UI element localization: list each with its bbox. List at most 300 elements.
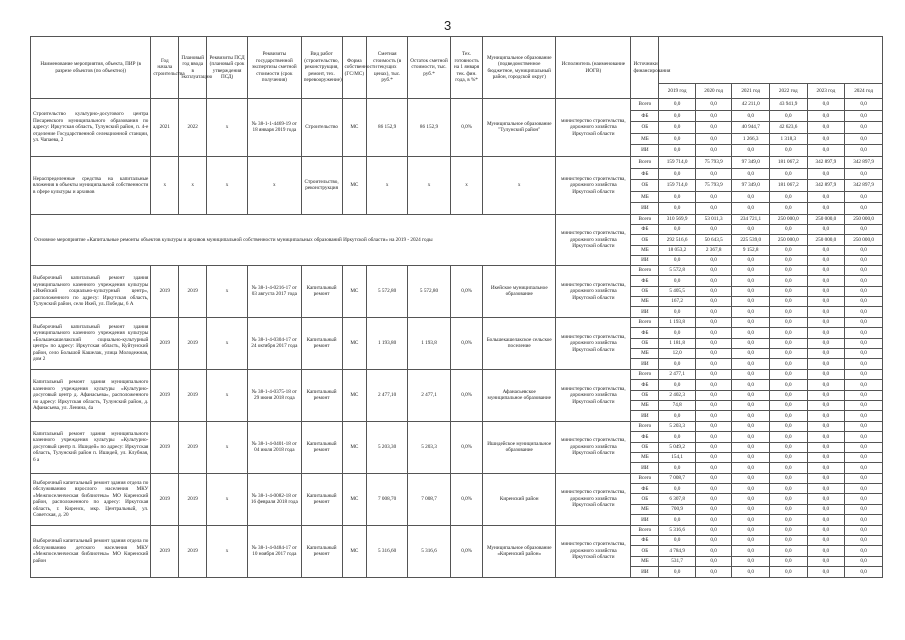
year-value: 0,0: [695, 556, 732, 566]
year-value: 9 152,8: [732, 245, 770, 255]
year-value: 0,0: [695, 525, 732, 535]
expertise-details: № 38-1-4-0484-17 от 10 ноября 2017 года: [247, 525, 301, 577]
works-type: Капитальный ремонт: [301, 369, 342, 421]
funding-source: ФБ: [631, 484, 659, 494]
year-value: 7 008,7: [659, 473, 696, 483]
header-year: 2023 год: [807, 84, 845, 99]
year-value: 0,0: [732, 225, 770, 235]
year-value: 0,0: [732, 400, 770, 410]
year-value: 0,0: [807, 276, 845, 286]
year-value: 75 793,9: [695, 156, 732, 168]
cost-balance: 1 193,8: [408, 317, 451, 369]
cost-balance: 5 572,80: [408, 265, 451, 317]
funding-source: ОБ: [631, 122, 659, 134]
ppd-details: x: [207, 265, 248, 317]
year-value: 0,0: [659, 484, 696, 494]
year-value: 74,8: [659, 400, 696, 410]
header-start: Год начала строительства: [151, 37, 179, 99]
header-name: Наименование мероприятия, объекта, ПИР (в разрезе объектов (по объектно)): [31, 37, 151, 99]
funding-source: ФБ: [631, 225, 659, 235]
year-value: 342 897,9: [845, 180, 883, 192]
year-value: 0,0: [695, 421, 732, 431]
year-value: 40 944,7: [732, 122, 770, 134]
year-value: 0,0: [845, 400, 883, 410]
funding-source: ОБ: [631, 494, 659, 504]
year-value: 0,0: [732, 349, 770, 359]
year-value: 0,0: [732, 546, 770, 556]
year-value: 5 049,2: [659, 442, 696, 452]
funding-source: Всего: [631, 525, 659, 535]
year-value: 0,0: [732, 297, 770, 307]
header-commission: Плановый год ввода в эксплуатацию: [179, 37, 207, 99]
ownership-form: МС: [342, 265, 367, 317]
program-table: [30, 36, 883, 578]
year-value: 0,0: [695, 380, 732, 390]
year-value: 42 623,6: [770, 122, 808, 134]
year-value: 0,0: [659, 255, 696, 265]
year-value: 0,0: [659, 307, 696, 317]
year-value: 0,0: [695, 145, 732, 157]
expertise-details: № 38-1-4-0216-17 от 03 августа 2017 года: [247, 265, 301, 317]
year-value: 0,0: [732, 317, 770, 327]
year-value: 12,0: [659, 349, 696, 359]
year-value: 0,0: [695, 463, 732, 473]
works-type: Строительство: [301, 99, 342, 157]
year-value: 0,0: [807, 515, 845, 525]
table-row: [31, 99, 883, 111]
table-row: [31, 421, 883, 431]
commission-year: 2019: [179, 421, 207, 473]
funding-source: Всего: [631, 473, 659, 483]
year-value: 159 714,0: [659, 156, 696, 168]
cost-balance: 5 316,6: [408, 525, 451, 577]
year-value: 0,0: [770, 463, 808, 473]
year-value: 0,0: [732, 168, 770, 180]
year-value: 0,0: [770, 297, 808, 307]
funding-source: ФБ: [631, 168, 659, 180]
year-value: 0,0: [659, 463, 696, 473]
year-value: 0,0: [770, 400, 808, 410]
year-value: 0,0: [807, 133, 845, 145]
executor: министерство строительства, дорожного хозяйства Иркутской области: [556, 421, 631, 473]
funding-source: Всего: [631, 421, 659, 431]
year-value: 531,7: [659, 556, 696, 566]
year-value: 0,0: [807, 245, 845, 255]
ownership-form: МС: [342, 473, 367, 525]
year-value: 0,0: [659, 133, 696, 145]
year-value: 0,0: [807, 297, 845, 307]
ownership-form: МС: [342, 99, 367, 157]
year-value: 0,0: [770, 286, 808, 296]
funding-source: ФБ: [631, 536, 659, 546]
year-value: 0,0: [659, 411, 696, 421]
header-year: 2019 год: [659, 84, 696, 99]
year-value: 0,0: [845, 255, 883, 265]
year-value: 0,0: [807, 328, 845, 338]
estimated-cost: 86 152,9: [367, 99, 408, 157]
year-value: 0,0: [695, 286, 732, 296]
year-value: 0,0: [807, 546, 845, 556]
header-cost: Сметная стоимость (в текущих ценах), тыс. руб.*: [367, 37, 408, 99]
year-value: 0,0: [807, 442, 845, 452]
year-value: 0,0: [845, 133, 883, 145]
funding-source: ИИ: [631, 567, 659, 577]
funding-source: МБ: [631, 504, 659, 514]
year-value: 0,0: [732, 307, 770, 317]
ppd-details: x: [207, 525, 248, 577]
year-value: 0,0: [770, 494, 808, 504]
year-value: 0,0: [770, 442, 808, 452]
year-value: 0,0: [659, 191, 696, 203]
funding-source: МБ: [631, 191, 659, 203]
year-value: 0,0: [770, 411, 808, 421]
year-value: 0,0: [659, 145, 696, 157]
recipient: Большекашелакское сельское поселение: [483, 317, 556, 369]
year-value: 0,0: [732, 191, 770, 203]
header-recipient: Муниципальное образование (подведомственное бюджетное, муниципальный район, городской округ): [483, 37, 556, 99]
year-value: 0,0: [845, 473, 883, 483]
year-value: 0,0: [770, 359, 808, 369]
year-value: 0,0: [695, 411, 732, 421]
header-form: Форма собственности (ГС/МС): [342, 37, 367, 99]
year-value: 0,0: [845, 99, 883, 111]
header-executor: Исполнитель (наименование ИОГВ): [556, 37, 631, 99]
page-number: 3: [444, 18, 452, 33]
ppd-details: x: [207, 421, 248, 473]
ppd-details: x: [207, 156, 248, 214]
year-value: 5 203,3: [659, 421, 696, 431]
estimated-cost: 7 008,70: [367, 473, 408, 525]
start-year: 2019: [151, 525, 179, 577]
year-value: 0,0: [732, 110, 770, 122]
funding-source: ИИ: [631, 203, 659, 215]
header-readiness: Тех. готовность на 1 января тек. фин. года, в %*: [450, 37, 482, 99]
ownership-form: МС: [342, 421, 367, 473]
readiness-percent: x: [450, 156, 482, 214]
year-value: 0,0: [845, 463, 883, 473]
commission-year: 2019: [179, 317, 207, 369]
year-value: 0,0: [770, 168, 808, 180]
ppd-details: x: [207, 317, 248, 369]
commission-year: 2019: [179, 473, 207, 525]
year-value: 0,0: [770, 567, 808, 577]
year-value: 0,0: [845, 421, 883, 431]
header-sources: Источники финансирования: [631, 37, 659, 99]
year-value: 0,0: [770, 432, 808, 442]
year-value: 0,0: [807, 110, 845, 122]
year-value: 0,0: [659, 203, 696, 215]
year-value: 75 793,9: [695, 180, 732, 192]
year-value: 700,9: [659, 504, 696, 514]
year-value: 225 539,0: [732, 235, 770, 245]
recipient: Афанасьевское муниципальное образование: [483, 369, 556, 421]
funding-source: ОБ: [631, 235, 659, 245]
year-value: 0,0: [845, 546, 883, 556]
year-value: 0,0: [770, 390, 808, 400]
year-value: 1 318,3: [770, 133, 808, 145]
funding-source: ИИ: [631, 463, 659, 473]
year-value: 250 000,0: [845, 235, 883, 245]
year-value: 0,0: [845, 307, 883, 317]
funding-source: ФБ: [631, 328, 659, 338]
year-value: 0,0: [770, 255, 808, 265]
funding-source: ОБ: [631, 180, 659, 192]
estimated-cost: 1 193,80: [367, 317, 408, 369]
year-value: 0,0: [845, 286, 883, 296]
year-value: 0,0: [807, 317, 845, 327]
recipient: Икейское муниципальное образование: [483, 265, 556, 317]
year-value: 250 000,0: [770, 214, 808, 224]
object-name: Капитальный ремонт здания муниципального казенного учреждения культуры «Культурно-досуговый центр п. Ишидей» по адресу: Иркутская область, Тулунский район п. Ишидей, ул. Клубная, 6 а: [31, 421, 151, 473]
object-name: Строительство культурно-досугового центра Писаревского муниципального образования по адресу: Иркутская область, Тулунский район, п. 4-е отделение Государственной селекционной станции, ул. Чапаева, 2: [31, 99, 151, 157]
year-value: 0,0: [845, 328, 883, 338]
year-value: 0,0: [845, 484, 883, 494]
header-year: 2020 год: [695, 84, 732, 99]
table-row: [31, 265, 883, 275]
start-year: 2019: [151, 265, 179, 317]
funding-source: МБ: [631, 452, 659, 462]
year-value: 292 516,6: [659, 235, 696, 245]
recipient: Муниципальное образование «Киренский район»: [483, 525, 556, 577]
year-value: 250 000,0: [845, 214, 883, 224]
object-name: Выборочный капитальный ремонт здания муниципального казенного учреждения культуры «Икейский социально-культурный центр», расположенного по адресу: Иркутская область, Тулунский район, село Икей, ул. Победы, 6 А: [31, 265, 151, 317]
works-type: Капитальный ремонт: [301, 421, 342, 473]
funding-source: Всего: [631, 99, 659, 111]
year-value: 0,0: [695, 255, 732, 265]
year-value: 50 643,5: [695, 235, 732, 245]
header-balance: Остаток сметной стоимости, тыс. руб.*: [408, 37, 451, 99]
year-value: 5 316,6: [659, 525, 696, 535]
year-value: 0,0: [695, 122, 732, 134]
year-value: 0,0: [845, 525, 883, 535]
year-value: 0,0: [807, 452, 845, 462]
year-value: 0,0: [770, 452, 808, 462]
year-value: 4 784,9: [659, 546, 696, 556]
year-value: 0,0: [770, 191, 808, 203]
works-type: Капитальный ремонт: [301, 317, 342, 369]
year-value: 0,0: [695, 369, 732, 379]
year-value: 0,0: [845, 276, 883, 286]
year-value: 5 572,8: [659, 265, 696, 275]
year-value: 0,0: [807, 99, 845, 111]
cost-balance: 86 152,9: [408, 99, 451, 157]
recipient: x: [483, 156, 556, 214]
year-value: 0,0: [695, 504, 732, 514]
start-year: x: [151, 156, 179, 214]
year-value: 0,0: [845, 359, 883, 369]
executor: министерство строительства, дорожного хозяйства Иркутской области: [556, 525, 631, 577]
commission-year: 2019: [179, 525, 207, 577]
header-works: Вид работ (строительство, реконструкция, ремонт, тех. перевооружение): [301, 37, 342, 99]
year-value: 0,0: [695, 328, 732, 338]
funding-source: Всего: [631, 156, 659, 168]
year-value: 159 714,0: [659, 180, 696, 192]
year-value: 0,0: [807, 168, 845, 180]
year-value: 0,0: [732, 536, 770, 546]
year-value: 0,0: [659, 515, 696, 525]
year-value: 0,0: [659, 380, 696, 390]
funding-source: ИИ: [631, 359, 659, 369]
year-value: 0,0: [845, 349, 883, 359]
year-value: 0,0: [770, 110, 808, 122]
year-value: 0,0: [732, 463, 770, 473]
section-row: [31, 214, 883, 224]
year-value: 0,0: [845, 225, 883, 235]
year-value: 0,0: [845, 567, 883, 577]
year-value: 0,0: [770, 536, 808, 546]
year-value: 250 000,0: [807, 214, 845, 224]
funding-source: ОБ: [631, 338, 659, 348]
year-value: 18 053,2: [659, 245, 696, 255]
year-value: 0,0: [732, 452, 770, 462]
year-value: 0,0: [845, 369, 883, 379]
year-value: 0,0: [845, 452, 883, 462]
year-value: 250 000,0: [770, 235, 808, 245]
year-value: 0,0: [732, 484, 770, 494]
year-value: 0,0: [845, 122, 883, 134]
object-name: Выборочный капитальный ремонт здания отдела по обслуживанию детского населения МКУ «Межпоселенческая библиотека» МО Киренский район: [31, 525, 151, 577]
funding-source: ОБ: [631, 390, 659, 400]
year-value: 0,0: [695, 390, 732, 400]
year-value: 2 402,3: [659, 390, 696, 400]
year-value: 0,0: [770, 338, 808, 348]
funding-source: МБ: [631, 133, 659, 145]
start-year: 2019: [151, 369, 179, 421]
works-type: Капитальный ремонт: [301, 473, 342, 525]
year-value: 0,0: [695, 359, 732, 369]
year-value: 0,0: [695, 225, 732, 235]
year-value: 154,1: [659, 452, 696, 462]
year-value: 0,0: [695, 473, 732, 483]
start-year: 2019: [151, 473, 179, 525]
estimated-cost: 5 572,80: [367, 265, 408, 317]
funding-source: ИИ: [631, 411, 659, 421]
year-value: 0,0: [807, 338, 845, 348]
start-year: 2019: [151, 317, 179, 369]
year-value: 310 569,9: [659, 214, 696, 224]
year-value: 0,0: [770, 245, 808, 255]
year-value: 0,0: [732, 359, 770, 369]
table-body: [31, 99, 883, 578]
table-row: [31, 317, 883, 327]
year-value: 0,0: [807, 225, 845, 235]
year-value: 0,0: [770, 546, 808, 556]
year-value: 0,0: [732, 380, 770, 390]
year-value: 0,0: [807, 191, 845, 203]
year-value: 0,0: [695, 276, 732, 286]
year-value: 0,0: [732, 504, 770, 514]
year-value: 0,0: [807, 463, 845, 473]
year-value: 2 477,1: [659, 369, 696, 379]
year-value: 97 349,0: [732, 180, 770, 192]
year-value: 0,0: [695, 191, 732, 203]
year-value: 0,0: [732, 442, 770, 452]
funding-source: ФБ: [631, 432, 659, 442]
year-value: 0,0: [845, 145, 883, 157]
executor: министерство строительства, дорожного хозяйства Иркутской области: [556, 265, 631, 317]
year-value: 0,0: [770, 380, 808, 390]
year-value: 0,0: [695, 442, 732, 452]
year-value: 0,0: [807, 369, 845, 379]
year-value: 0,0: [770, 349, 808, 359]
year-value: 0,0: [770, 203, 808, 215]
funding-source: ОБ: [631, 286, 659, 296]
recipient: Ишидейское муниципальное образование: [483, 421, 556, 473]
header-ppd: Реквизиты ПСД (плановый срок утверждения ПСД): [207, 37, 248, 99]
year-value: 0,0: [807, 421, 845, 431]
year-value: 0,0: [695, 203, 732, 215]
readiness-percent: 0,0%: [450, 473, 482, 525]
year-value: 0,0: [845, 442, 883, 452]
year-value: 0,0: [695, 494, 732, 504]
funding-source: МБ: [631, 245, 659, 255]
executor: министерство строительства, дорожного хозяйства Иркутской области: [556, 317, 631, 369]
year-value: 0,0: [732, 203, 770, 215]
year-value: 181 067,2: [770, 156, 808, 168]
year-value: 0,0: [732, 411, 770, 421]
readiness-percent: 0,0%: [450, 421, 482, 473]
header-year: 2021 год: [732, 84, 770, 99]
year-value: 0,0: [807, 567, 845, 577]
funding-source: ИИ: [631, 145, 659, 157]
year-value: 0,0: [695, 168, 732, 180]
start-year: 2021: [151, 99, 179, 157]
year-value: 0,0: [770, 317, 808, 327]
year-value: 234 721,1: [732, 214, 770, 224]
year-value: 0,0: [732, 494, 770, 504]
year-value: 0,0: [845, 338, 883, 348]
year-value: 342 897,9: [807, 180, 845, 192]
year-value: 0,0: [695, 432, 732, 442]
year-value: 0,0: [732, 286, 770, 296]
ownership-form: МС: [342, 317, 367, 369]
year-value: 0,0: [770, 421, 808, 431]
year-value: 0,0: [770, 145, 808, 157]
expertise-details: № 38-1-1-4469-19 от 18 января 2019 года: [247, 99, 301, 157]
year-value: 0,0: [695, 307, 732, 317]
year-value: 0,0: [770, 276, 808, 286]
year-value: 0,0: [659, 536, 696, 546]
year-value: 1 181,8: [659, 338, 696, 348]
year-value: 0,0: [732, 145, 770, 157]
year-value: 0,0: [807, 380, 845, 390]
funding-source: МБ: [631, 297, 659, 307]
year-value: 0,0: [807, 203, 845, 215]
estimated-cost: 5 316,60: [367, 525, 408, 577]
year-value: 0,0: [732, 328, 770, 338]
header-year: 2022 год: [770, 84, 808, 99]
expertise-details: № 38-1-4-0401-18 от 04 июля 2018 года: [247, 421, 301, 473]
funding-source: ИИ: [631, 515, 659, 525]
year-value: 0,0: [732, 390, 770, 400]
year-value: 0,0: [770, 328, 808, 338]
year-value: 0,0: [695, 484, 732, 494]
year-value: 0,0: [695, 297, 732, 307]
year-value: 0,0: [807, 265, 845, 275]
year-value: 0,0: [732, 421, 770, 431]
start-year: 2019: [151, 421, 179, 473]
year-value: 0,0: [695, 567, 732, 577]
cost-balance: 5 203,3: [408, 421, 451, 473]
year-value: 43 941,9: [770, 99, 808, 111]
funding-source: ОБ: [631, 546, 659, 556]
object-name: Нераспределенные средства на капитальные вложения в объекты муниципальной собственности в сфере культуры и архивов: [31, 156, 151, 214]
year-value: 0,0: [732, 338, 770, 348]
year-value: 0,0: [695, 317, 732, 327]
funding-source: ФБ: [631, 110, 659, 122]
commission-year: x: [179, 156, 207, 214]
year-value: 0,0: [695, 349, 732, 359]
